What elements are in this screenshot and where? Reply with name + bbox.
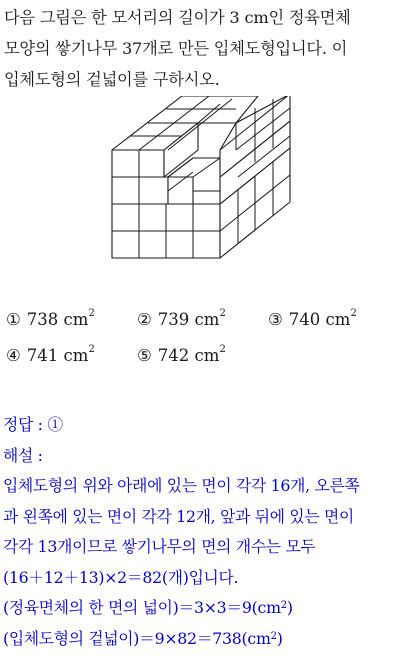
question-line: 모양의 쌓기나무 37개로 만든 입체도형입니다. 이 [4,39,348,58]
top-front-face [112,150,164,177]
choice-2[interactable]: ② 739 $cm^2$ [137,308,226,329]
choice-1[interactable]: ① 738 $cm^2$ [6,308,95,329]
question-line: 다음 그림은 한 모서리의 길이가 3 cm인 정육면체 [4,8,351,27]
question-line: 입체도형의 겉넓이를 구하시오. [4,70,220,89]
choice-5[interactable]: ⑤ 742 $cm^2$ [137,344,226,365]
question-text [4,2,396,95]
explanation-label: 해설 : [3,445,43,465]
middle-front-face [112,177,168,204]
explanation-line: 입체도형의 위와 아래에 있는 면이 각각 16개, 오른쪽 [3,476,360,495]
explanation-line: (16＋12＋13)×2＝82(개)입니다. [3,567,239,587]
block-solid-figure [108,96,298,268]
choice-3[interactable]: ③ 740 $cm^2$ [268,308,357,329]
choice-4[interactable]: ④ 741 $cm^2$ [6,344,95,365]
explanation-line: 과 왼쪽에 있는 면이 각각 12개, 앞과 뒤에 있는 면이 [3,506,354,526]
surface-area-line: (입체도형의 겉넓이)$=9\times 82=738(cm^2)$ [3,628,283,648]
face-area-line: (정육면체의 한 면의 넓이)$=3\times 3=9(cm^2)$ [3,598,293,617]
solution [3,410,399,654]
explanation-line: 각각 13개이므로 쌓기나무의 면의 개수는 모두 [3,537,316,556]
answer-line: 정답 : ① [3,415,63,434]
